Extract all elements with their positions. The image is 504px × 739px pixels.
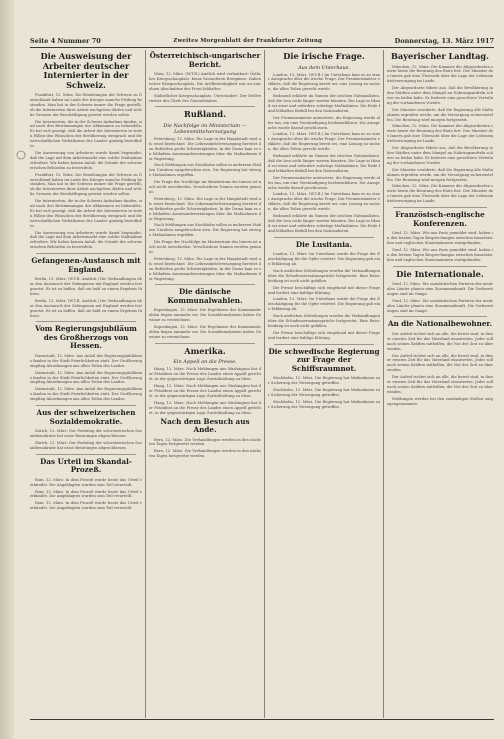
column-4 (387, 50, 493, 718)
article-headline: An die Nationalbewohner. (387, 319, 493, 329)
article-paragraph: Berlin, 12. März. (W.T.B. Amtlich.) Die Verhandlungen über den Austausch der Gefangenen mit England werden fortgesetzt. Es ist zu hoffen, daß sie bald zu einem Ergebnis führen. (30, 277, 142, 296)
article-paragraph: Darmstadt, 12. März. Aus Anlaß des Regierungsjubiläums fanden in der Stadt Feierlichkeiten statt. Der Großherzog empfing Abordnungen aus allen Teilen des Landes. (30, 387, 142, 402)
article-paragraph: Genf, 12. März. Die sozialistischen Parteien der neutralen Länder planen eine Zusammenkunft. Die Vorbereitungen sind im Gange. (387, 298, 493, 313)
article-paragraph: Die Frage der Nachfolge im Ministerium des Innern ist noch nicht entschieden. Verschiedene Namen werden genannt. (149, 240, 261, 254)
article-paragraph: Der Aufruf richtet sich an alle, die bereit sind, in dieser ernsten Zeit für das Vaterland einzutreten. Jeder soll nach seinen Kräften mithelfen, die Not der Zeit zu überwinden. (387, 375, 493, 394)
section-divider (36, 321, 136, 322)
article-paragraph: Stockholm, 12. März. Die Regierung hat Maßnahmen zur Sicherung der Versorgung getroffen. (268, 388, 380, 397)
article-paragraph: Petersburg, 12. März. Die Lage in der Hauptstadt wird als ernst bezeichnet. Die Lebensmittelversorgung bereitet den Behörden große Schwierigkeiten. In der Duma kam es zu lebhaften Auseinandersetzungen über die Maßnahmen der Regierung. (149, 136, 261, 161)
section-divider (274, 237, 374, 238)
section-divider (155, 343, 255, 344)
column-rule (383, 50, 384, 718)
newspaper-name: Zweites Morgenblatt der Frankfurter Zeitung (173, 38, 323, 44)
article-paragraph: Nach Meldungen aus Stockholm sollen in mehreren Städten Unruhen ausgebrochen sein. Die Regierung hat strenge Maßnahmen ergriffen. (149, 223, 261, 238)
article-paragraph: Bern, 12. März. Die Verhandlungen werden in den nächsten Tagen fortgesetzt werden. (149, 449, 261, 459)
section-divider (155, 106, 255, 107)
article-headline: Nach dem Besuch aus Ande. (160, 416, 250, 434)
article-paragraph: Genf, 12. März. Wie aus Paris gemeldet wird, haben in den letzten Tagen Besprechungen zwischen französischen und englischen Staatsmännern stattgefunden. (387, 231, 493, 245)
article-paragraph: Darmstadt, 12. März. Aus Anlaß des Regierungsjubiläums fanden in der Stadt Feierlichkeiten statt. Der Großherzog empfing Abordnungen aus allen Teilen des Landes. (30, 370, 142, 385)
article-paragraph: Kopenhagen, 12. März. Die Ergebnisse der Kommunalwahlen liegen nunmehr vor. Die Sozialdemokraten haben Gewinne zu verzeichnen. (149, 308, 261, 323)
article-headline: Bayerischer Landtag. (391, 51, 489, 61)
article-headline: Gefangenen-Austausch mit England. (31, 256, 141, 274)
article-paragraph: Die Ausweisung von Arbeitern wurde damit begründet, daß die Lage auf dem Arbeitsmarkt eine solche Maßnahme erfordere. Wir haben keinen Anlaß, die Gründe der schweizerischen Behörden zu bezweifeln. (30, 150, 142, 170)
article-paragraph: Stockholm, 12. März. Die Regierung hat Maßnahmen zur Sicherung der Versorgung getroffen. (268, 376, 380, 386)
section-divider (36, 405, 136, 406)
article-headline: Amerika. (184, 345, 226, 356)
header-rule (30, 47, 494, 48)
article-paragraph: Darmstadt, 12. März. Aus Anlaß des Regierungsjubiläums fanden in der Stadt Feierlichkeiten statt. Der Großherzog empfing Abordnungen aus allen Teilen des Landes. (30, 353, 142, 368)
article-paragraph: Genf, 12. März. Die sozialistischen Parteien der neutralen Länder planen eine Zusammenkunft. Die Vorbereitungen sind im Gange. (387, 282, 493, 296)
column-rule (264, 50, 265, 718)
article-paragraph: Die Frage der Nachfolge im Ministerium des Innern ist noch nicht entschieden. Verschiedene Namen werden genannt. (149, 180, 261, 194)
page-binding-edge (0, 0, 14, 739)
section-divider (393, 207, 487, 208)
article-headline: Die irische Frage. (283, 51, 365, 61)
article-paragraph: Der Premierminister antwortete, die Regierung werde alles tun, um eine Verständigung herbeizuführen. Die Aussprache wurde darauf geschlossen. (268, 175, 380, 190)
article-paragraph: Südöstlicher Kriegsschauplatz. Unverändert. Der Stellvertreter des Chefs des Generalstabes. (149, 93, 261, 103)
article-paragraph: London, 12. März. Im Unterhaus wurde die Frage der Entschädigung für die Opfer erörtert. Die Regierung gab eine Erklärung ab. (268, 252, 380, 266)
article-headline: Französisch-englische Konferenzen. (395, 210, 485, 228)
article-paragraph: London, 12. März. (W.T.B.) Im Unterhaus kam es zu einer Aussprache über die irische Frage. Der Premierminister erklärte, daß die Regierung bereit sei, eine Lösung zu suchen, die allen Teilen gerecht werde. (268, 132, 380, 152)
article-paragraph: Redmond erklärte im Namen der irischen Nationalisten, daß die Iren nicht länger warten könnten. Die Lage in Irland sei ernst und erfordere sofortige Maßnahmen. Die Rede fand lebhaften Beifall bei den Nationalisten. (268, 154, 380, 173)
article-paragraph: Nach amtlichen Mitteilungen werden die Verhandlungen über die Schadensersatzansprüche fortgesetzt. Eine Entscheidung ist noch nicht gefallen. (268, 268, 380, 283)
page-number: Seite 4 Nummer 70 (30, 37, 101, 45)
article-paragraph: Wien, 12. März. (W.T.B.) Amtlich wird verlautbart: Östlicher Kriegsschauplatz. Keine besonderen Ereignisse. Italienischer Kriegsschauplatz. Die Artillerietätigkeit war an einzelnen Abschnitten der Front lebhafter. (149, 72, 261, 91)
page-header (30, 36, 494, 46)
column-rule (145, 50, 146, 718)
article-paragraph: Der Aufruf richtet sich an alle, die bereit sind, in dieser ernsten Zeit für das Vaterland einzutreten. Jeder soll nach seinen Kräften mithelfen, die Not der Zeit zu überwinden. (387, 353, 493, 373)
article-paragraph: Redmond erklärte im Namen der irischen Nationalisten, daß die Iren nicht länger warten könnten. Die Lage in Irland sei ernst und erfordere sofortige Maßnahmen. Die Rede fand lebhaften Beifall bei den Nationalisten. (268, 214, 380, 233)
article-headline: Rußland. (184, 109, 226, 120)
article-paragraph: Die Internierten, die in der Schweiz Aufnahme fanden, sind nach den Bestimmungen der Abkommen zu behandeln. Es hat sich gezeigt, daß die Arbeit der Internierten in vielen Fällen den Wünschen der Bevölkerung entsprach und die wirtschaftlichen Verhältnisse des Landes günstig beeinflußte. (30, 199, 142, 228)
article-paragraph: Die Presse beschäftigt sich eingehend mit dieser Frage und fordert eine baldige Klärung. (268, 285, 380, 295)
article-paragraph: Der Minister erwiderte, daß die Regierung alle Maßnahmen ergreifen werde, um die Versorgung sicherzustellen. Die Beratung wird morgen fortgesetzt. (387, 107, 493, 122)
section-divider (36, 454, 136, 455)
article-paragraph: Haag, 12. März. Nach Meldungen aus Washington hat der Präsident an die Presse des Landes einen Appell gerichtet, in der gegenwärtigen Lage Zurückhaltung zu üben. (149, 384, 261, 398)
article-subheadline: Die Nachfolge im Ministerium — Lebensmittelversorgung (163, 122, 247, 135)
section-divider (393, 316, 487, 317)
article-paragraph: Nach Meldungen aus Stockholm sollen in mehreren Städten Unruhen ausgebrochen sein. Die Regierung hat strenge Maßnahmen ergriffen. (149, 163, 261, 178)
section-divider (393, 266, 487, 267)
section-divider (274, 344, 374, 345)
column-1 (30, 50, 142, 718)
article-paragraph: Genf, 12. März. Wie aus Paris gemeldet wird, haben in den letzten Tagen Besprechungen zwischen französischen und englischen Staatsmännern stattgefunden. (387, 247, 493, 262)
issue-date: Donnerstag, 13. März 1917 (394, 37, 494, 45)
article-paragraph: Frankfurt, 12. März. Die Beziehungen der Schweiz zu Deutschland haben im Laufe des Krieges manche Prüfung bestanden. Man hat in der Schweiz immer die Frage gestellt, ob die Internierten ihrer Arbeit nachgehen dürfen und welche Grenzen der Beschäftigung gesetzt werden sollen. (30, 93, 142, 117)
article-headline: Das Urteil im Skandal-Prozeß. (40, 456, 132, 475)
article-paragraph: Der Premierminister antwortete, die Regierung werde alles tun, um eine Verständigung herbeizuführen. Die Aussprache wurde darauf geschlossen. (268, 115, 380, 130)
article-paragraph: Zürich, 12. März. Der Parteitag der schweizerischen Sozialdemokratie hat seine Beratungen abgeschlossen. (30, 429, 142, 438)
footer-rule (30, 719, 494, 720)
article-paragraph: Nach amtlichen Mitteilungen werden die Verhandlungen über die Schadensersatzansprüche fortgesetzt. Eine Entscheidung ist noch nicht gefallen. (268, 314, 380, 328)
article-paragraph: Haag, 12. März. Nach Meldungen aus Washington hat der Präsident an die Presse des Landes einen Appell gerichtet, in der gegenwärtigen Lage Zurückhaltung zu üben. (149, 400, 261, 415)
article-paragraph: Redmond erklärte im Namen der irischen Nationalisten, daß die Iren nicht länger warten könnten. Die Lage in Irland sei ernst und erfordere sofortige Maßnahmen. Die Rede fand lebhaften Beifall bei den Nationalisten. (268, 94, 380, 113)
article-paragraph: Stockholm, 12. März. Die Regierung hat Maßnahmen zur Sicherung der Versorgung getroffen. (268, 399, 380, 409)
article-paragraph: Die Presse beschäftigt sich eingehend mit dieser Frage und fordert eine baldige Klärung. (268, 330, 380, 340)
section-divider (155, 284, 255, 285)
column-2 (149, 50, 261, 718)
article-paragraph: Der Abgeordnete führte aus, daß die Bevölkerung in den Städten unter dem Mangel an Nahrungsmitteln schwer zu leiden habe. Er forderte eine gerechtere Verteilung der vorhandenen Vorräte. (387, 146, 493, 165)
article-paragraph: Der Minister erwiderte, daß die Regierung alle Maßnahmen ergreifen werde, um die Versorgung sicherzustellen. Die Beratung wird morgen fortgesetzt. (387, 167, 493, 182)
column-3 (268, 50, 380, 718)
article-paragraph: Kopenhagen, 12. März. Die Ergebnisse der Kommunalwahlen liegen nunmehr vor. Die Sozialdemokraten haben Gewinne zu verzeichnen. (149, 325, 261, 339)
article-paragraph: Der Abgeordnete führte aus, daß die Bevölkerung in den Städten unter dem Mangel an Nahrungsmitteln schwer zu leiden habe. Er forderte eine gerechtere Verteilung der vorhandenen Vorräte. (387, 86, 493, 105)
article-headline: Aus der schweizerischen Sozialdemokratie. (36, 408, 136, 426)
article-paragraph: München, 12. März. Die Kammer der Abgeordneten setzte heute die Beratung des Etats fort. Der Minister des Innern gab eine Übersicht über die Lage der Lebensmittelversorgung im Lande. (387, 64, 493, 84)
article-paragraph: Meldungen werden bei den zuständigen Stellen entgegengenommen. (387, 396, 493, 406)
article-paragraph: Petersburg, 12. März. Die Lage in der Hauptstadt wird als ernst bezeichnet. Die Lebensmittelversorgung bereitet den Behörden große Schwierigkeiten. In der Duma kam es zu lebhaften Auseinandersetzungen über die Maßnahmen der Regierung. (149, 256, 261, 281)
article-paragraph: Zürich, 12. März. Der Parteitag der schweizerischen Sozialdemokratie hat seine Beratungen abgeschlossen. (30, 440, 142, 450)
article-paragraph: Die Internierten, die in der Schweiz Aufnahme fanden, sind nach den Bestimmungen der Abkommen zu behandeln. Es hat sich gezeigt, daß die Arbeit der Internierten in vielen Fällen den Wünschen der Bevölkerung entsprach und die wirtschaftlichen Verhältnisse des Landes günstig beeinflußte. (30, 119, 142, 149)
article-headline: Die Ausweisung der Arbeiter deutscher Internierter in der Schweiz. (40, 51, 132, 90)
article-headline: Die Lusitania. (295, 239, 353, 249)
article-paragraph: Petersburg, 12. März. Die Lage in der Hauptstadt wird als ernst bezeichnet. Die Lebensmittelversorgung bereitet den Behörden große Schwierigkeiten. In der Duma kam es zu lebhaften Auseinandersetzungen über die Maßnahmen der Regierung. (149, 196, 261, 221)
article-headline: Österreichisch-ungarischer Bericht. (149, 51, 261, 69)
article-subheadline: Ein Appell an die Presse. (173, 359, 237, 366)
article-headline: Die dänische Kommunalwahlen. (167, 287, 243, 305)
article-paragraph: Bern, 12. März. Die Verhandlungen werden in den nächsten Tagen fortgesetzt werden. (149, 437, 261, 447)
article-paragraph: Haag, 12. März. Nach Meldungen aus Washington hat der Präsident an die Presse des Landes einen Appell gerichtet, in der gegenwärtigen Lage Zurückhaltung zu üben. (149, 367, 261, 382)
article-headline: Vom Regierungsjubiläum des Großherzogs von Hessen. (35, 324, 137, 351)
article-paragraph: Frankfurt, 12. März. Die Beziehungen der Schweiz zu Deutschland haben im Laufe des Krieges manche Prüfung bestanden. Man hat in der Schweiz immer die Frage gestellt, ob die Internierten ihrer Arbeit nachgehen dürfen und welche Grenzen der Beschäftigung gesetzt werden sollen. (30, 172, 142, 197)
article-paragraph: München, 12. März. Die Kammer der Abgeordneten setzte heute die Beratung des Etats fort. Der Minister des Innern gab eine Übersicht über die Lage der Lebensmittelversorgung im Lande. (387, 124, 493, 144)
article-paragraph: Rom, 12. März. In dem Prozeß wurde heute das Urteil verkündet. Die Angeklagten wurden zum Teil verurteilt. (30, 489, 142, 499)
article-paragraph: München, 12. März. Die Kammer der Abgeordneten setzte heute die Beratung des Etats fort. Der Minister des Innern gab eine Übersicht über die Lage der Lebensmittelversorgung im Lande. (387, 184, 493, 204)
article-headline: Die schwedische Regierung zur Frage der Schiffsraumnot. (268, 346, 380, 373)
article-paragraph: London, 12. März. (W.T.B.) Im Unterhaus kam es zu einer Aussprache über die irische Frage. Der Premierminister erklärte, daß die Regierung bereit sei, eine Lösung zu suchen, die allen Teilen gerecht werde. (268, 192, 380, 212)
article-subheadline: Aus dem Unterhaus. (298, 64, 350, 71)
article-paragraph: London, 12. März. Im Unterhaus wurde die Frage der Entschädigung für die Opfer erörtert. Die Regierung gab eine Erklärung ab. (268, 297, 380, 312)
article-headline: Die Internationale. (396, 268, 484, 279)
library-stamp-icon (16, 150, 26, 160)
article-paragraph: Rom, 12. März. In dem Prozeß wurde heute das Urteil verkündet. Die Angeklagten wurden zum Teil verurteilt. (30, 477, 142, 487)
article-paragraph: London, 12. März. (W.T.B.) Im Unterhaus kam es zu einer Aussprache über die irische Frage. Der Premierminister erklärte, daß die Regierung bereit sei, eine Lösung zu suchen, die allen Teilen gerecht werde. (268, 72, 380, 92)
article-paragraph: Der Aufruf richtet sich an alle, die bereit sind, in dieser ernsten Zeit für das Vaterland einzutreten. Jeder soll nach seinen Kräften mithelfen, die Not der Zeit zu überwinden. (387, 331, 493, 351)
article-paragraph: Rom, 12. März. In dem Prozeß wurde heute das Urteil verkündet. Die Angeklagten wurden zum Teil verurteilt. (30, 501, 142, 511)
section-divider (36, 253, 136, 254)
article-paragraph: Berlin, 12. März. (W.T.B. Amtlich.) Die Verhandlungen über den Austausch der Gefangenen mit England werden fortgesetzt. Es ist zu hoffen, daß sie bald zu einem Ergebnis führen. (30, 298, 142, 318)
article-paragraph: Die Ausweisung von Arbeitern wurde damit begründet, daß die Lage auf dem Arbeitsmarkt eine solche Maßnahme erfordere. Wir haben keinen Anlaß, die Gründe der schweizerischen Behörden zu bezweifeln. (30, 230, 142, 250)
